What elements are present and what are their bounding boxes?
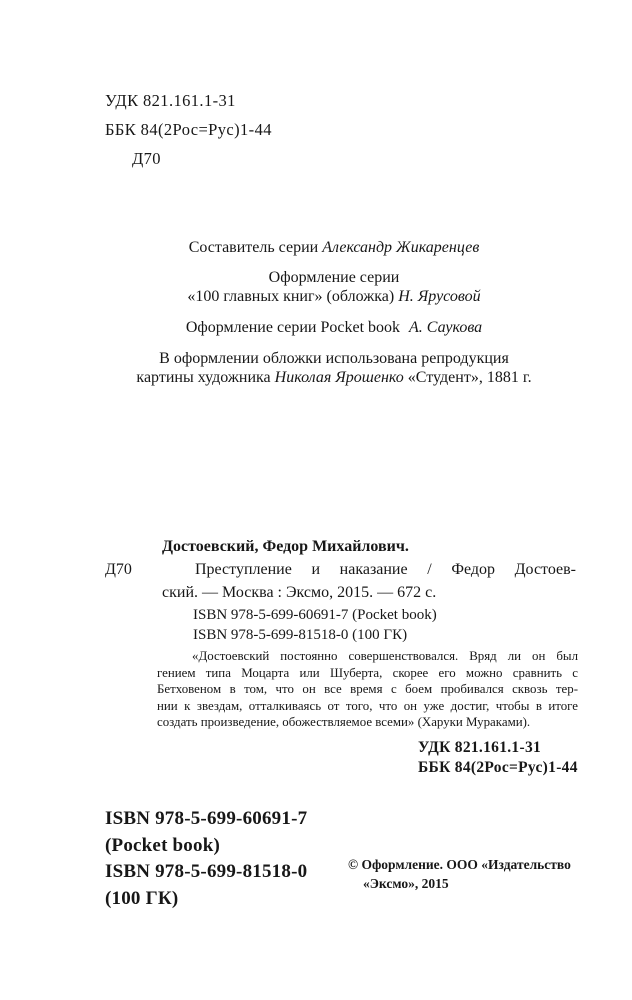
udk-code: УДК 821.161.1-31 bbox=[105, 91, 236, 110]
credits-block bbox=[34, 238, 632, 387]
isbn-block bbox=[105, 806, 307, 912]
catalog-title bbox=[162, 558, 576, 604]
isbn-line: (100 ГК) bbox=[105, 887, 179, 909]
catalog-isbn-block bbox=[193, 606, 576, 645]
series-design-designer-name: Н. Ярусовой bbox=[398, 288, 481, 305]
series-compiler-name: Александр Жикаренцев bbox=[322, 239, 480, 256]
annotation-quote-line: «Достоевский постоянно совершенствовался. Вряд ли он был bbox=[192, 649, 578, 663]
cover-note-line-1: В оформлении обложки использована репродукция bbox=[159, 350, 509, 367]
pocket-design-designer-name: А. Саукова bbox=[409, 319, 483, 336]
author-sign-code: Д70 bbox=[132, 149, 161, 168]
series-design-series-title: «100 главных книг» (обложка) bbox=[187, 288, 399, 305]
catalog-author-sign: Д70 bbox=[105, 561, 132, 578]
series-design-block bbox=[34, 268, 632, 306]
catalog-isbn-100gk: ISBN 978-5-699-81518-0 (100 ГК) bbox=[193, 626, 408, 643]
bottom-udk-code: УДК 821.161.1-31 bbox=[418, 739, 542, 756]
annotation-quote-line: гением типа Моцарта или Шуберта, скорее его можно сравнить с bbox=[157, 665, 578, 680]
copyright-line-1: © Оформление. ООО «Издательство bbox=[348, 857, 571, 872]
series-design-line-2 bbox=[34, 287, 632, 306]
isbn-line: ISBN 978-5-699-60691-7 bbox=[105, 808, 308, 829]
series-compiler-line bbox=[34, 238, 632, 257]
cover-note-artist-name: Николая Ярошенко bbox=[274, 369, 404, 386]
cover-note-painting-title: «Студент», 1881 г. bbox=[403, 369, 532, 386]
annotation-quote-line: Бетховеном в том, что он все время с боем пробивался сквозь тер- bbox=[157, 682, 578, 697]
bottom-codes-block bbox=[418, 738, 578, 778]
isbn-line: (Pocket book) bbox=[105, 834, 221, 856]
copyright-line-2: «Эксмо», 2015 bbox=[363, 876, 449, 891]
annotation-quote-line: создать произведение, обожествляемое всеми» (Харуки Мураками). bbox=[157, 715, 531, 730]
series-design-line-1: Оформление серии bbox=[268, 269, 400, 286]
catalog-isbn-pocket: ISBN 978-5-699-60691-7 (Pocket book) bbox=[193, 607, 437, 623]
pocket-design-label: Оформление серии Pocket book bbox=[185, 319, 401, 336]
bbk-code: ББК 84(2Рос=Рус)1-44 bbox=[105, 120, 272, 139]
catalog-author: Достоевский, Федор Михайлович. bbox=[162, 538, 409, 555]
annotation-quote-line: нии к звездам, отталкиваясь от того, что он уже достиг, чтобы в итоге bbox=[157, 698, 578, 713]
series-compiler-label: Составитель серии bbox=[188, 239, 323, 256]
cover-note-line-2 bbox=[34, 368, 632, 387]
top-codes-block bbox=[105, 86, 272, 173]
cover-note-artist-label: картины художника bbox=[136, 369, 275, 386]
copyright-notice bbox=[348, 855, 571, 893]
bottom-bbk-code: ББК 84(2Рос=Рус)1-44 bbox=[418, 759, 578, 776]
pocket-design-line bbox=[34, 318, 632, 337]
catalog-title-line-2: ский. — Москва : Эксмо, 2015. — 672 с. bbox=[162, 584, 437, 601]
annotation-quote bbox=[157, 648, 578, 731]
isbn-line: ISBN 978-5-699-81518-0 bbox=[105, 861, 308, 882]
catalog-title-line-1: Преступление и наказание / Федор Достоев- bbox=[195, 561, 576, 578]
catalog-entry-block bbox=[105, 535, 576, 645]
cover-note-block bbox=[34, 349, 632, 387]
catalog-entry bbox=[105, 558, 576, 645]
